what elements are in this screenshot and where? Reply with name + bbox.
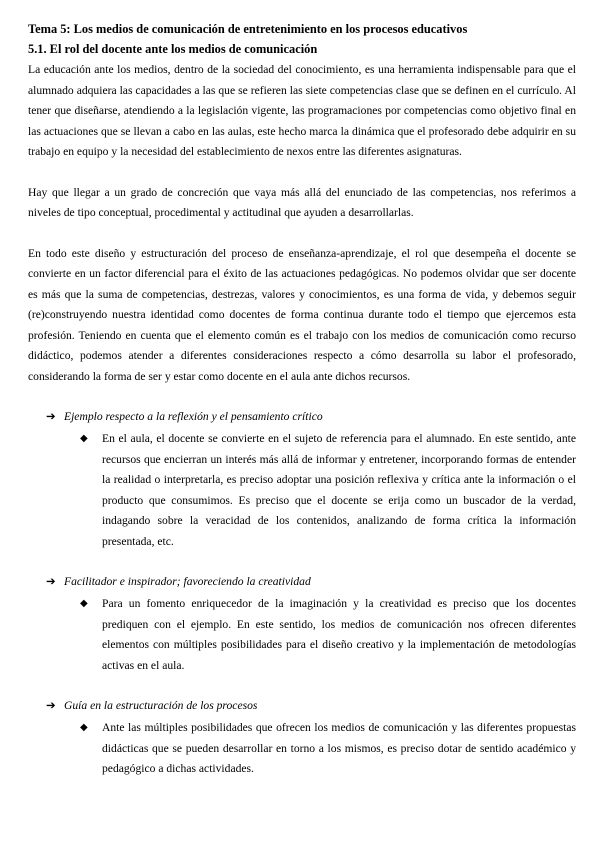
bullet-text: Para un fomento enriquecedor de la imaginación y la creatividad es preciso que los docentes prediquen con el ejemplo. En este sentido, los medios de comunicación nos ofrecen diferentes elementos con múltiples posibilidades para el diseño creativo y la implementación de metodologías activas en el aula. <box>102 597 576 672</box>
section-heading: Guía en la estructuración de los procesos <box>64 699 258 712</box>
document-title: Tema 5: Los medios de comunicación de entretenimiento en los procesos educativos <box>28 22 468 36</box>
section-heading: Ejemplo respecto a la reflexión y el pensamiento crítico <box>64 410 323 423</box>
section-creativity <box>28 572 576 676</box>
diamond-bullet-icon: ◆ <box>80 722 88 733</box>
section-heading-row <box>28 696 576 716</box>
section-subtitle: 5.1. El rol del docente ante los medios de comunicación <box>28 42 318 56</box>
diamond-bullet-icon: ◆ <box>80 598 88 609</box>
section-critical-thinking <box>28 407 576 552</box>
bullet-text: Ante las múltiples posibilidades que ofrecen los medios de comunicación y las diferentes propuestas didácticas que se pueden desarrollar en torno a los mismos, es preciso dotar de sentido académico y pedagógico a dichas actividades. <box>102 721 576 775</box>
list-item <box>28 429 576 552</box>
arrow-icon: ➔ <box>46 699 56 712</box>
list-item <box>28 718 576 780</box>
arrow-icon: ➔ <box>46 575 56 588</box>
section-heading-row <box>28 407 576 427</box>
section-heading-row <box>28 572 576 592</box>
paragraph-3: En todo este diseño y estructuración del proceso de enseñanza-aprendizaje, el rol que desempeña el docente se convierte en un factor diferencial para el éxito de las actuaciones pedagógicas. No podemos olvidar que ser docente es más que la suma de competencias, destrezas, valores y conocimientos, es una forma de vida, y debemos seguir (re)construyendo nuestra identidad como docentes de forma continua durante todo el tiempo que ejercemos esta profesión. Teniendo en cuenta que el elemento común es el trabajo con los medios de comunicación como recurso didáctico, podemos atender a diferentes consideraciones respecto a cómo desarrolla su labor el profesorado, considerando la forma de ser y estar como docente en el aula ante dichos recursos. <box>28 246 576 383</box>
section-process-guide <box>28 696 576 780</box>
section-heading: Facilitador e inspirador; favoreciendo la creatividad <box>64 575 311 588</box>
arrow-icon: ➔ <box>46 410 56 423</box>
paragraph-1: La educación ante los medios, dentro de la sociedad del conocimiento, es una herramienta indispensable para que el alumnado adquiera las capacidades a las que se refieren las siete competencias clase que se definen en el currículo. Al tener que diseñarse, atendiendo a la legislación vigente, las programaciones por competencias como objetivo final en las actuaciones que se llevan a cabo en las aulas, este hecho marca la dinámica que el profesorado debe adquirir en su trabajo en equipo y la necesidad del establecimiento de nexos entre las diferentes asignaturas. <box>28 63 576 158</box>
bullet-text: En el aula, el docente se convierte en el sujeto de referencia para el alumnado. En este sentido, ante recursos que encierran un interés más allá de informar y entretener, incorporando formas de entender la realidad o interpretarla, es preciso adoptar una posición reflexiva y crítica ante la información o el producto que consumimos. Es preciso que el docente se erija como un buscador de la verdad, indagando sobre la veracidad de los contenidos, analizando de forma crítica la información presentada, etc. <box>102 432 576 548</box>
list-item <box>28 594 576 676</box>
diamond-bullet-icon: ◆ <box>80 433 88 444</box>
paragraph-2: Hay que llegar a un grado de concreción que vaya más allá del enunciado de las competencias, nos referimos a niveles de tipo conceptual, procedimental y actitudinal que ayuden a desarrollarlas. <box>28 185 576 219</box>
